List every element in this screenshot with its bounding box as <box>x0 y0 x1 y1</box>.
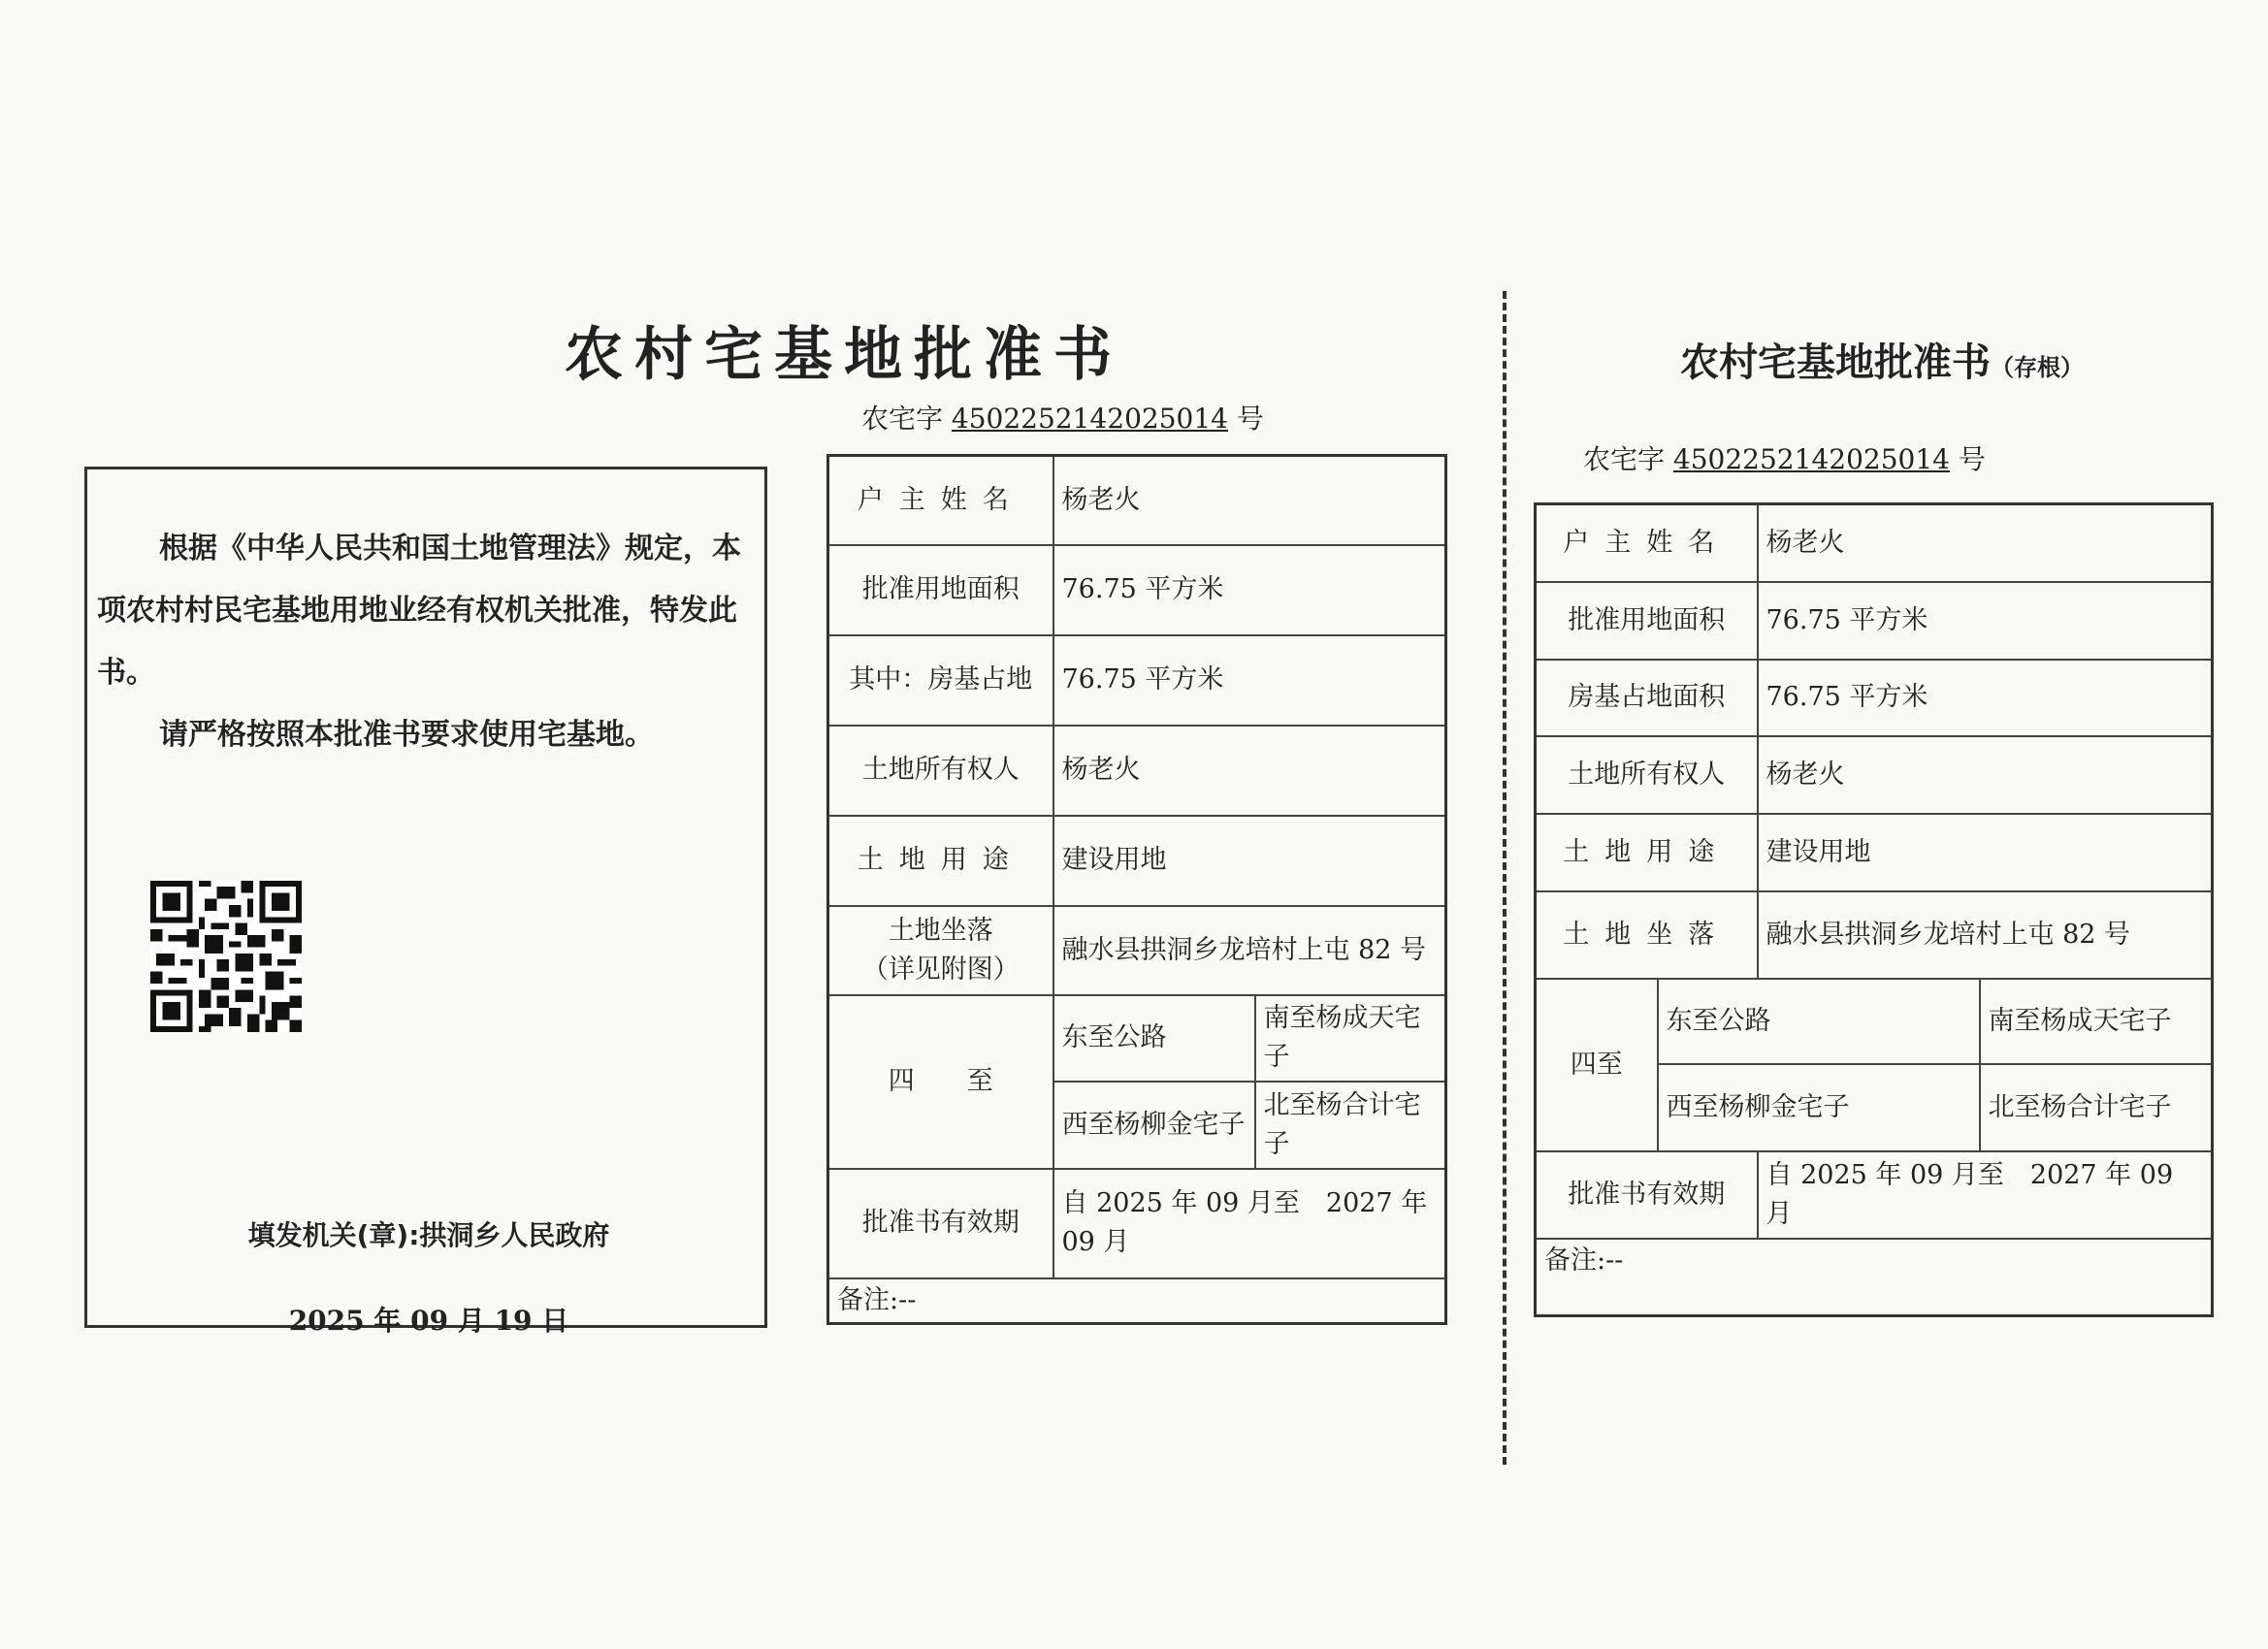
stub-owner-label: 户主姓名 <box>1536 504 1758 582</box>
owner-value: 杨老火 <box>1053 456 1446 545</box>
stub-cert-number-value: 4502252142025014 <box>1672 443 1950 475</box>
table-row <box>1536 891 2213 979</box>
stub-bound-east: 东至公路 <box>1658 979 1980 1064</box>
stub-usage-value: 建设用地 <box>1758 814 2213 891</box>
usage-label: 土地用途 <box>828 816 1053 906</box>
stub-bound-north: 北至杨合计宅子 <box>1980 1064 2213 1151</box>
table-row <box>1536 660 2213 736</box>
stub-location-value: 融水县拱洞乡龙培村上屯 82 号 <box>1758 891 2213 979</box>
stub-certificate-number <box>1583 438 1986 477</box>
table-row <box>1536 814 2213 891</box>
stub-title-sub: （存根） <box>1991 353 2084 381</box>
stub-area-label: 批准用地面积 <box>1536 582 1758 660</box>
owner-label: 户主姓名 <box>828 456 1053 545</box>
table-row <box>1536 979 2213 1064</box>
notice-paragraph-1: 根据《中华人民共和国土地管理法》规定，本项农村村民宅基地用地业经有权机关批准，特发此书。 <box>97 532 741 690</box>
stub-landowner-value: 杨老火 <box>1758 736 2213 814</box>
table-row <box>828 816 1446 906</box>
table-row <box>828 635 1446 726</box>
stub-cert-suffix: 号 <box>1958 443 1986 475</box>
area-label: 批准用地面积 <box>828 545 1053 635</box>
stub-landowner-label: 土地所有权人 <box>1536 736 1758 814</box>
stub-bound-west: 西至杨柳金宅子 <box>1658 1064 1980 1151</box>
usage-value: 建设用地 <box>1053 816 1446 906</box>
table-row <box>828 545 1446 635</box>
bound-south: 南至杨成天宅子 <box>1255 995 1446 1082</box>
stub-form-table <box>1534 502 2214 1317</box>
stub-bound-south: 南至杨成天宅子 <box>1980 979 2213 1064</box>
cert-number-value: 4502252142025014 <box>951 403 1228 435</box>
location-sublabel: （详见附图） <box>861 954 1020 985</box>
footprint-label: 其中：房基占地 <box>828 635 1053 726</box>
table-row <box>828 995 1446 1082</box>
landowner-value: 杨老火 <box>1053 726 1446 816</box>
stub-usage-label: 土地用途 <box>1536 814 1758 891</box>
table-row <box>1536 582 2213 660</box>
bound-west: 西至杨柳金宅子 <box>1053 1082 1255 1169</box>
remarks: 备注:-- <box>828 1278 1446 1324</box>
stub-validity-label: 批准书有效期 <box>1536 1151 1758 1239</box>
qr-code-icon <box>150 881 302 1032</box>
stub-bounds-label: 四至 <box>1536 979 1658 1151</box>
table-row <box>828 906 1446 995</box>
certificate-number <box>861 398 1264 436</box>
table-row <box>1536 1151 2213 1239</box>
table-row <box>1536 1239 2213 1316</box>
table-row <box>828 726 1446 816</box>
issue-date: 2025 年 09 月 19 日 <box>288 1305 569 1337</box>
stub-area-value: 76.75 平方米 <box>1758 582 2213 660</box>
notice-text <box>97 518 757 766</box>
approval-form-table <box>826 454 1447 1325</box>
location-label-cell <box>828 906 1053 995</box>
table-row <box>828 1278 1446 1324</box>
cert-prefix: 农宅字 <box>861 403 944 435</box>
bound-east: 东至公路 <box>1053 995 1255 1082</box>
stub-title <box>1649 332 2115 387</box>
validity-value: 自 2025 年 09 月至 2027 年 09 月 <box>1053 1169 1446 1278</box>
notice-paragraph-2: 请严格按照本批准书要求使用宅基地。 <box>159 718 654 752</box>
stub-validity-value: 自 2025 年 09 月至 2027 年 09 月 <box>1758 1151 2213 1239</box>
bound-north: 北至杨合计宅子 <box>1255 1082 1446 1169</box>
stub-title-main: 农村宅基地批准书 <box>1680 340 1991 385</box>
stub-remarks: 备注:-- <box>1536 1239 2213 1316</box>
landowner-label: 土地所有权人 <box>828 726 1053 816</box>
certificate-title: 农村宅基地批准书 <box>565 321 1123 389</box>
notice-box <box>84 467 767 1337</box>
footprint-value: 76.75 平方米 <box>1053 635 1446 726</box>
perforation-line <box>1503 291 1507 1465</box>
table-row <box>828 1169 1446 1278</box>
stub-cert-prefix: 农宅字 <box>1583 443 1666 475</box>
area-value: 76.75 平方米 <box>1053 545 1446 635</box>
cert-suffix: 号 <box>1236 403 1264 435</box>
stub-footprint-label: 房基占地面积 <box>1536 660 1758 736</box>
stub-footprint-value: 76.75 平方米 <box>1758 660 2213 736</box>
validity-label: 批准书有效期 <box>828 1169 1053 1278</box>
bounds-label: 四 至 <box>828 995 1053 1169</box>
table-row <box>1536 504 2213 582</box>
table-row <box>828 456 1446 545</box>
location-label: 土地坐落 <box>888 915 993 946</box>
stub-owner-value: 杨老火 <box>1758 504 2213 582</box>
table-row <box>1536 736 2213 814</box>
location-value: 融水县拱洞乡龙培村上屯 82 号 <box>1053 906 1446 995</box>
stub-location-label: 土地坐落 <box>1536 891 1758 979</box>
issuing-authority: 填发机关(章):拱洞乡人民政府 <box>247 1219 610 1251</box>
